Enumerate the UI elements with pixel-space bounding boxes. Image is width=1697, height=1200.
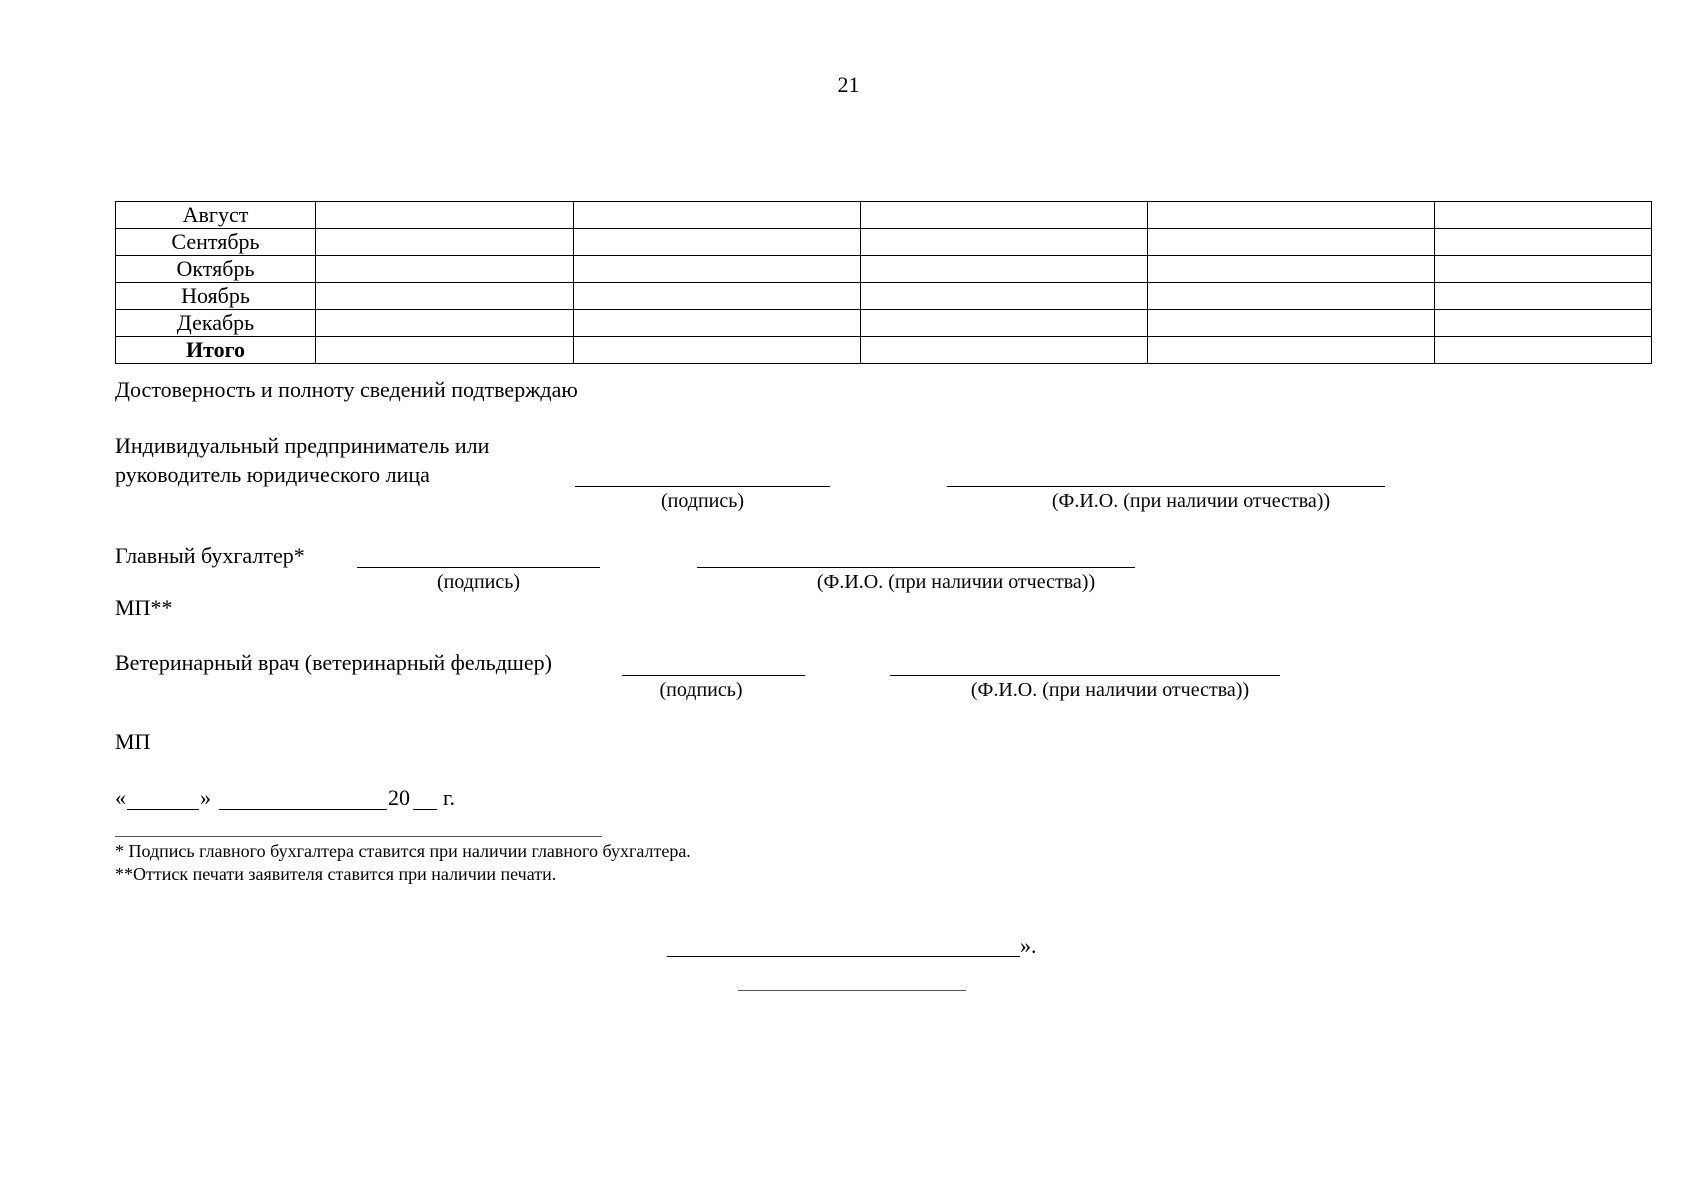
table-row bbox=[116, 202, 1652, 229]
table-cell[interactable] bbox=[1435, 283, 1652, 310]
table-cell[interactable] bbox=[316, 202, 574, 229]
entrepreneur-signature-caption: (подпись) bbox=[660, 490, 745, 512]
entrepreneur-label-line1: Индивидуальный предприниматель или bbox=[115, 433, 490, 458]
month-label: Декабрь bbox=[116, 310, 316, 337]
date-year-suffix: г. bbox=[443, 785, 456, 810]
month-label: Август bbox=[116, 202, 316, 229]
table-cell[interactable] bbox=[1148, 283, 1435, 310]
table-cell[interactable] bbox=[574, 229, 861, 256]
date-open-quote: « bbox=[115, 785, 126, 810]
accountant-name-caption: (Ф.И.О. (при наличии отчества)) bbox=[816, 571, 1096, 593]
total-label: Итого bbox=[116, 337, 316, 364]
closing-mark: ». bbox=[1020, 933, 1037, 958]
table-cell[interactable] bbox=[861, 202, 1148, 229]
month-label: Сентябрь bbox=[116, 229, 316, 256]
stamp-mark: МП** bbox=[115, 595, 173, 620]
table-cell[interactable] bbox=[316, 256, 574, 283]
date-month-line[interactable] bbox=[219, 809, 387, 810]
date-year-prefix: 20 bbox=[388, 785, 410, 810]
table-cell[interactable] bbox=[861, 229, 1148, 256]
vet-signature-caption: (подпись) bbox=[659, 679, 743, 701]
footnote-1: * Подпись главного бухгалтера ставится при наличии главного бухгалтера. bbox=[115, 841, 691, 861]
table-cell[interactable] bbox=[1435, 202, 1652, 229]
table-cell[interactable] bbox=[574, 202, 861, 229]
table-row bbox=[116, 310, 1652, 337]
confirm-text: Достоверность и полноту сведений подтверждаю bbox=[115, 377, 578, 402]
accountant-signature-caption: (подпись) bbox=[436, 571, 521, 593]
table-cell[interactable] bbox=[574, 310, 861, 337]
table-row bbox=[116, 283, 1652, 310]
closing-line bbox=[667, 956, 1020, 957]
table-row bbox=[116, 229, 1652, 256]
page-number: 21 bbox=[837, 72, 860, 97]
table-cell[interactable] bbox=[316, 310, 574, 337]
table-cell[interactable] bbox=[574, 337, 861, 364]
footnote-2: **Оттиск печати заявителя ставится при наличии печати. bbox=[115, 864, 557, 884]
end-separator bbox=[738, 990, 966, 991]
table-cell[interactable] bbox=[316, 283, 574, 310]
vet-signature-line[interactable] bbox=[622, 675, 805, 676]
table-cell[interactable] bbox=[861, 310, 1148, 337]
entrepreneur-name-caption: (Ф.И.О. (при наличии отчества)) bbox=[1051, 490, 1331, 512]
stamp-mark-2: МП bbox=[115, 729, 151, 754]
accountant-label: Главный бухгалтер* bbox=[115, 543, 305, 568]
table-cell[interactable] bbox=[1148, 337, 1435, 364]
vet-name-line[interactable] bbox=[890, 675, 1280, 676]
accountant-name-line[interactable] bbox=[697, 567, 1135, 568]
table-cell[interactable] bbox=[316, 229, 574, 256]
table-row bbox=[116, 256, 1652, 283]
table-cell[interactable] bbox=[574, 256, 861, 283]
entrepreneur-label-line2: руководитель юридического лица bbox=[115, 462, 430, 487]
table-cell[interactable] bbox=[1148, 256, 1435, 283]
table-cell[interactable] bbox=[861, 337, 1148, 364]
table-cell[interactable] bbox=[316, 337, 574, 364]
entrepreneur-name-line[interactable] bbox=[947, 486, 1385, 487]
footnote-separator bbox=[115, 836, 602, 837]
date-close-quote: » bbox=[200, 785, 211, 810]
date-year-line[interactable] bbox=[413, 809, 437, 810]
month-label: Ноябрь bbox=[116, 283, 316, 310]
table-cell[interactable] bbox=[1435, 256, 1652, 283]
accountant-signature-line[interactable] bbox=[357, 567, 600, 568]
table-cell[interactable] bbox=[1148, 202, 1435, 229]
monthly-table bbox=[115, 201, 1652, 364]
date-day-line[interactable] bbox=[127, 809, 199, 810]
month-label: Октябрь bbox=[116, 256, 316, 283]
vet-label: Ветеринарный врач (ветеринарный фельдшер) bbox=[115, 650, 552, 675]
table-cell[interactable] bbox=[1148, 229, 1435, 256]
table-cell[interactable] bbox=[1148, 310, 1435, 337]
table-cell[interactable] bbox=[574, 283, 861, 310]
table-cell[interactable] bbox=[861, 256, 1148, 283]
vet-name-caption: (Ф.И.О. (при наличии отчества)) bbox=[970, 679, 1250, 701]
entrepreneur-signature-line[interactable] bbox=[575, 486, 830, 487]
table-cell[interactable] bbox=[861, 283, 1148, 310]
total-row bbox=[116, 337, 1652, 364]
table-cell[interactable] bbox=[1435, 310, 1652, 337]
table-cell[interactable] bbox=[1435, 337, 1652, 364]
table-cell[interactable] bbox=[1435, 229, 1652, 256]
